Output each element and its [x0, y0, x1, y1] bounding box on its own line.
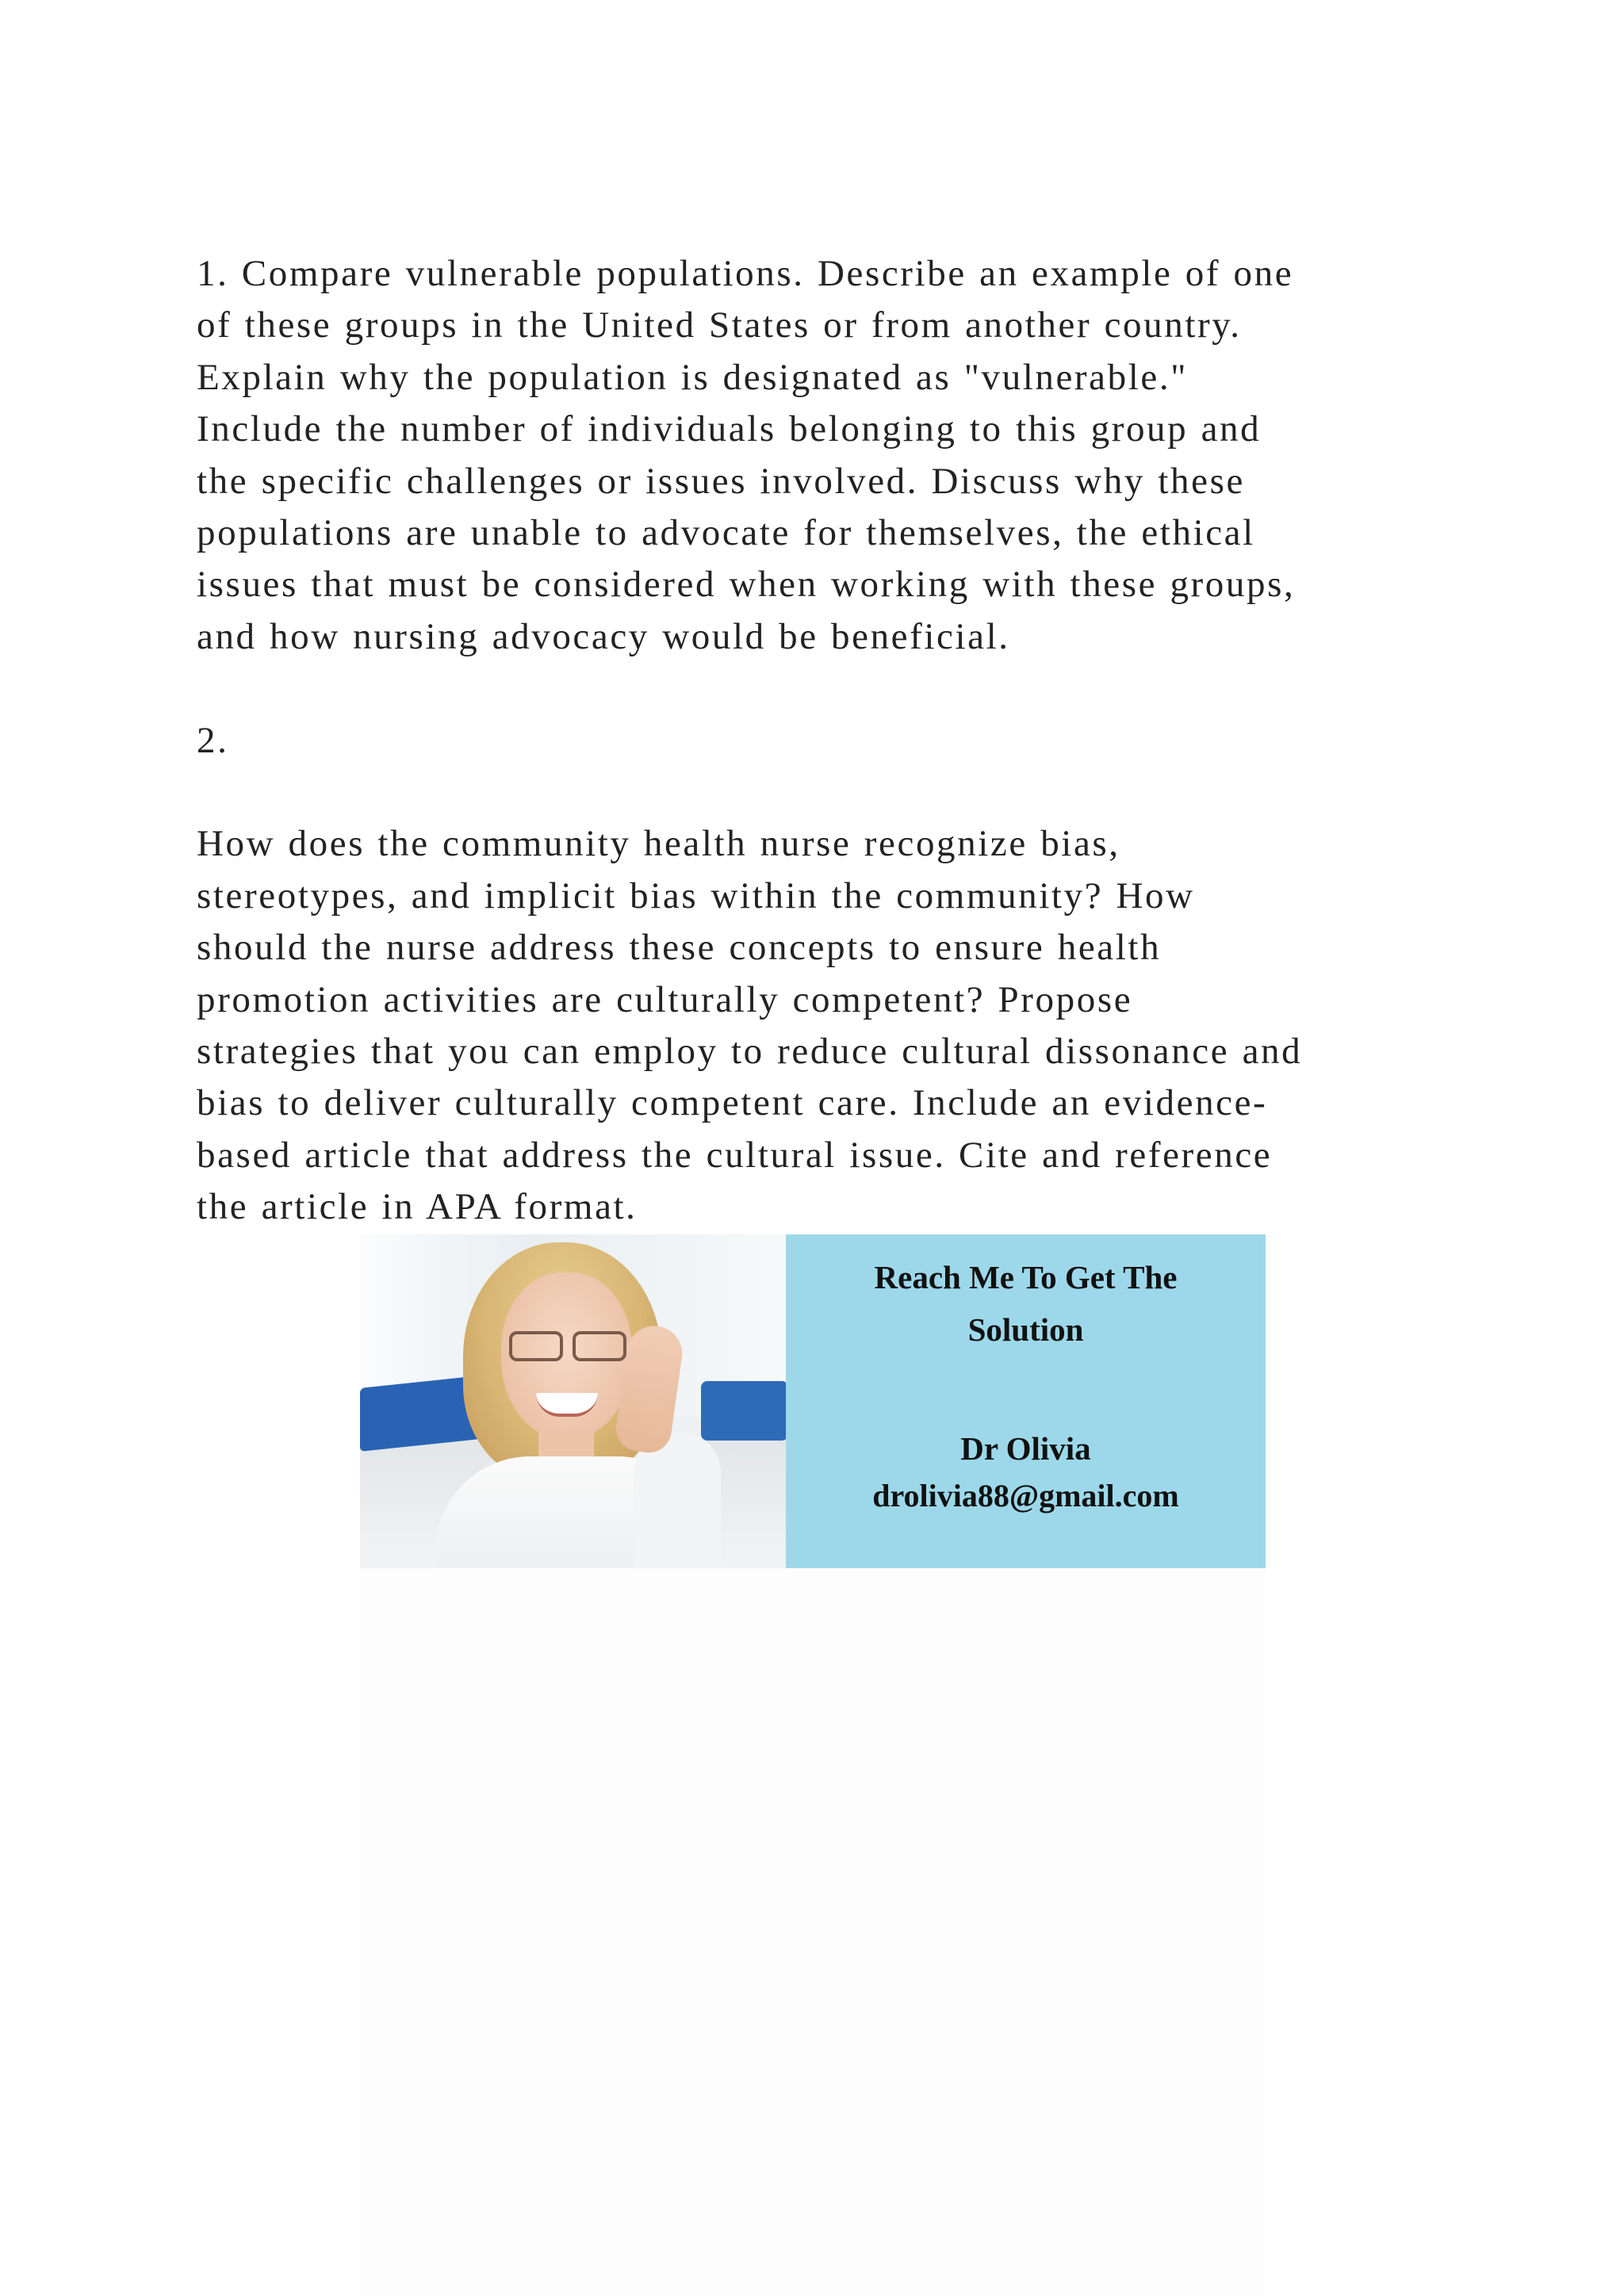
question-2-line: strategies that you can employ to reduce cultural dissonance and	[197, 1031, 1303, 1073]
card-headline: Reach Me To Get The	[874, 1259, 1178, 1295]
question-2-line: should the nurse address these concepts to ensure health	[197, 927, 1162, 969]
question-2-line: the article in APA format.	[197, 1186, 638, 1228]
glasses-icon	[509, 1331, 628, 1358]
paragraph-gap	[197, 663, 1442, 714]
blouse-sleeve	[634, 1433, 721, 1568]
card-headline: Solution	[967, 1311, 1084, 1348]
contact-advert-banner[interactable]	[360, 1234, 1266, 1568]
question-1-line: issues that must be considered when working with these groups,	[197, 564, 1296, 606]
paragraph-gap	[197, 767, 1442, 818]
question-2-line: How does the community health nurse recognize bias,	[197, 823, 1120, 865]
question-1-line: and how nursing advocacy would be beneficial.	[197, 615, 1010, 657]
blue-chair	[701, 1381, 786, 1441]
question-1-line: Explain why the population is designated as "vulnerable."	[197, 356, 1188, 398]
question-2-line: promotion activities are culturally competent? Propose	[197, 978, 1133, 1020]
question-1-line: the specific challenges or issues involved. Discuss why these	[197, 460, 1245, 502]
contact-name: Dr Olivia	[960, 1430, 1091, 1467]
contact-card	[786, 1234, 1266, 1568]
question-1-line: of these groups in the United States or from another country.	[197, 304, 1242, 346]
question-2-line: based article that address the cultural issue. Cite and reference	[197, 1134, 1273, 1176]
question-1-line: populations are unable to advocate for themselves, the ethical	[197, 512, 1255, 554]
assignment-text	[197, 248, 1442, 1234]
question-2-line: bias to deliver culturally competent care. Include an evidence-	[197, 1082, 1268, 1124]
woman-with-glasses-photo	[360, 1234, 786, 1568]
blank-image-area	[360, 1568, 1266, 2296]
contact-email-link[interactable]: drolivia88@gmail.com	[872, 1478, 1179, 1513]
question-2-line: stereotypes, and implicit bias within the community? How	[197, 874, 1195, 916]
question-1-line: Include the number of individuals belonging to this group and	[197, 408, 1262, 450]
question-2-number: 2.	[197, 719, 229, 761]
question-1-line: 1. Compare vulnerable populations. Describe an example of one	[197, 253, 1294, 294]
